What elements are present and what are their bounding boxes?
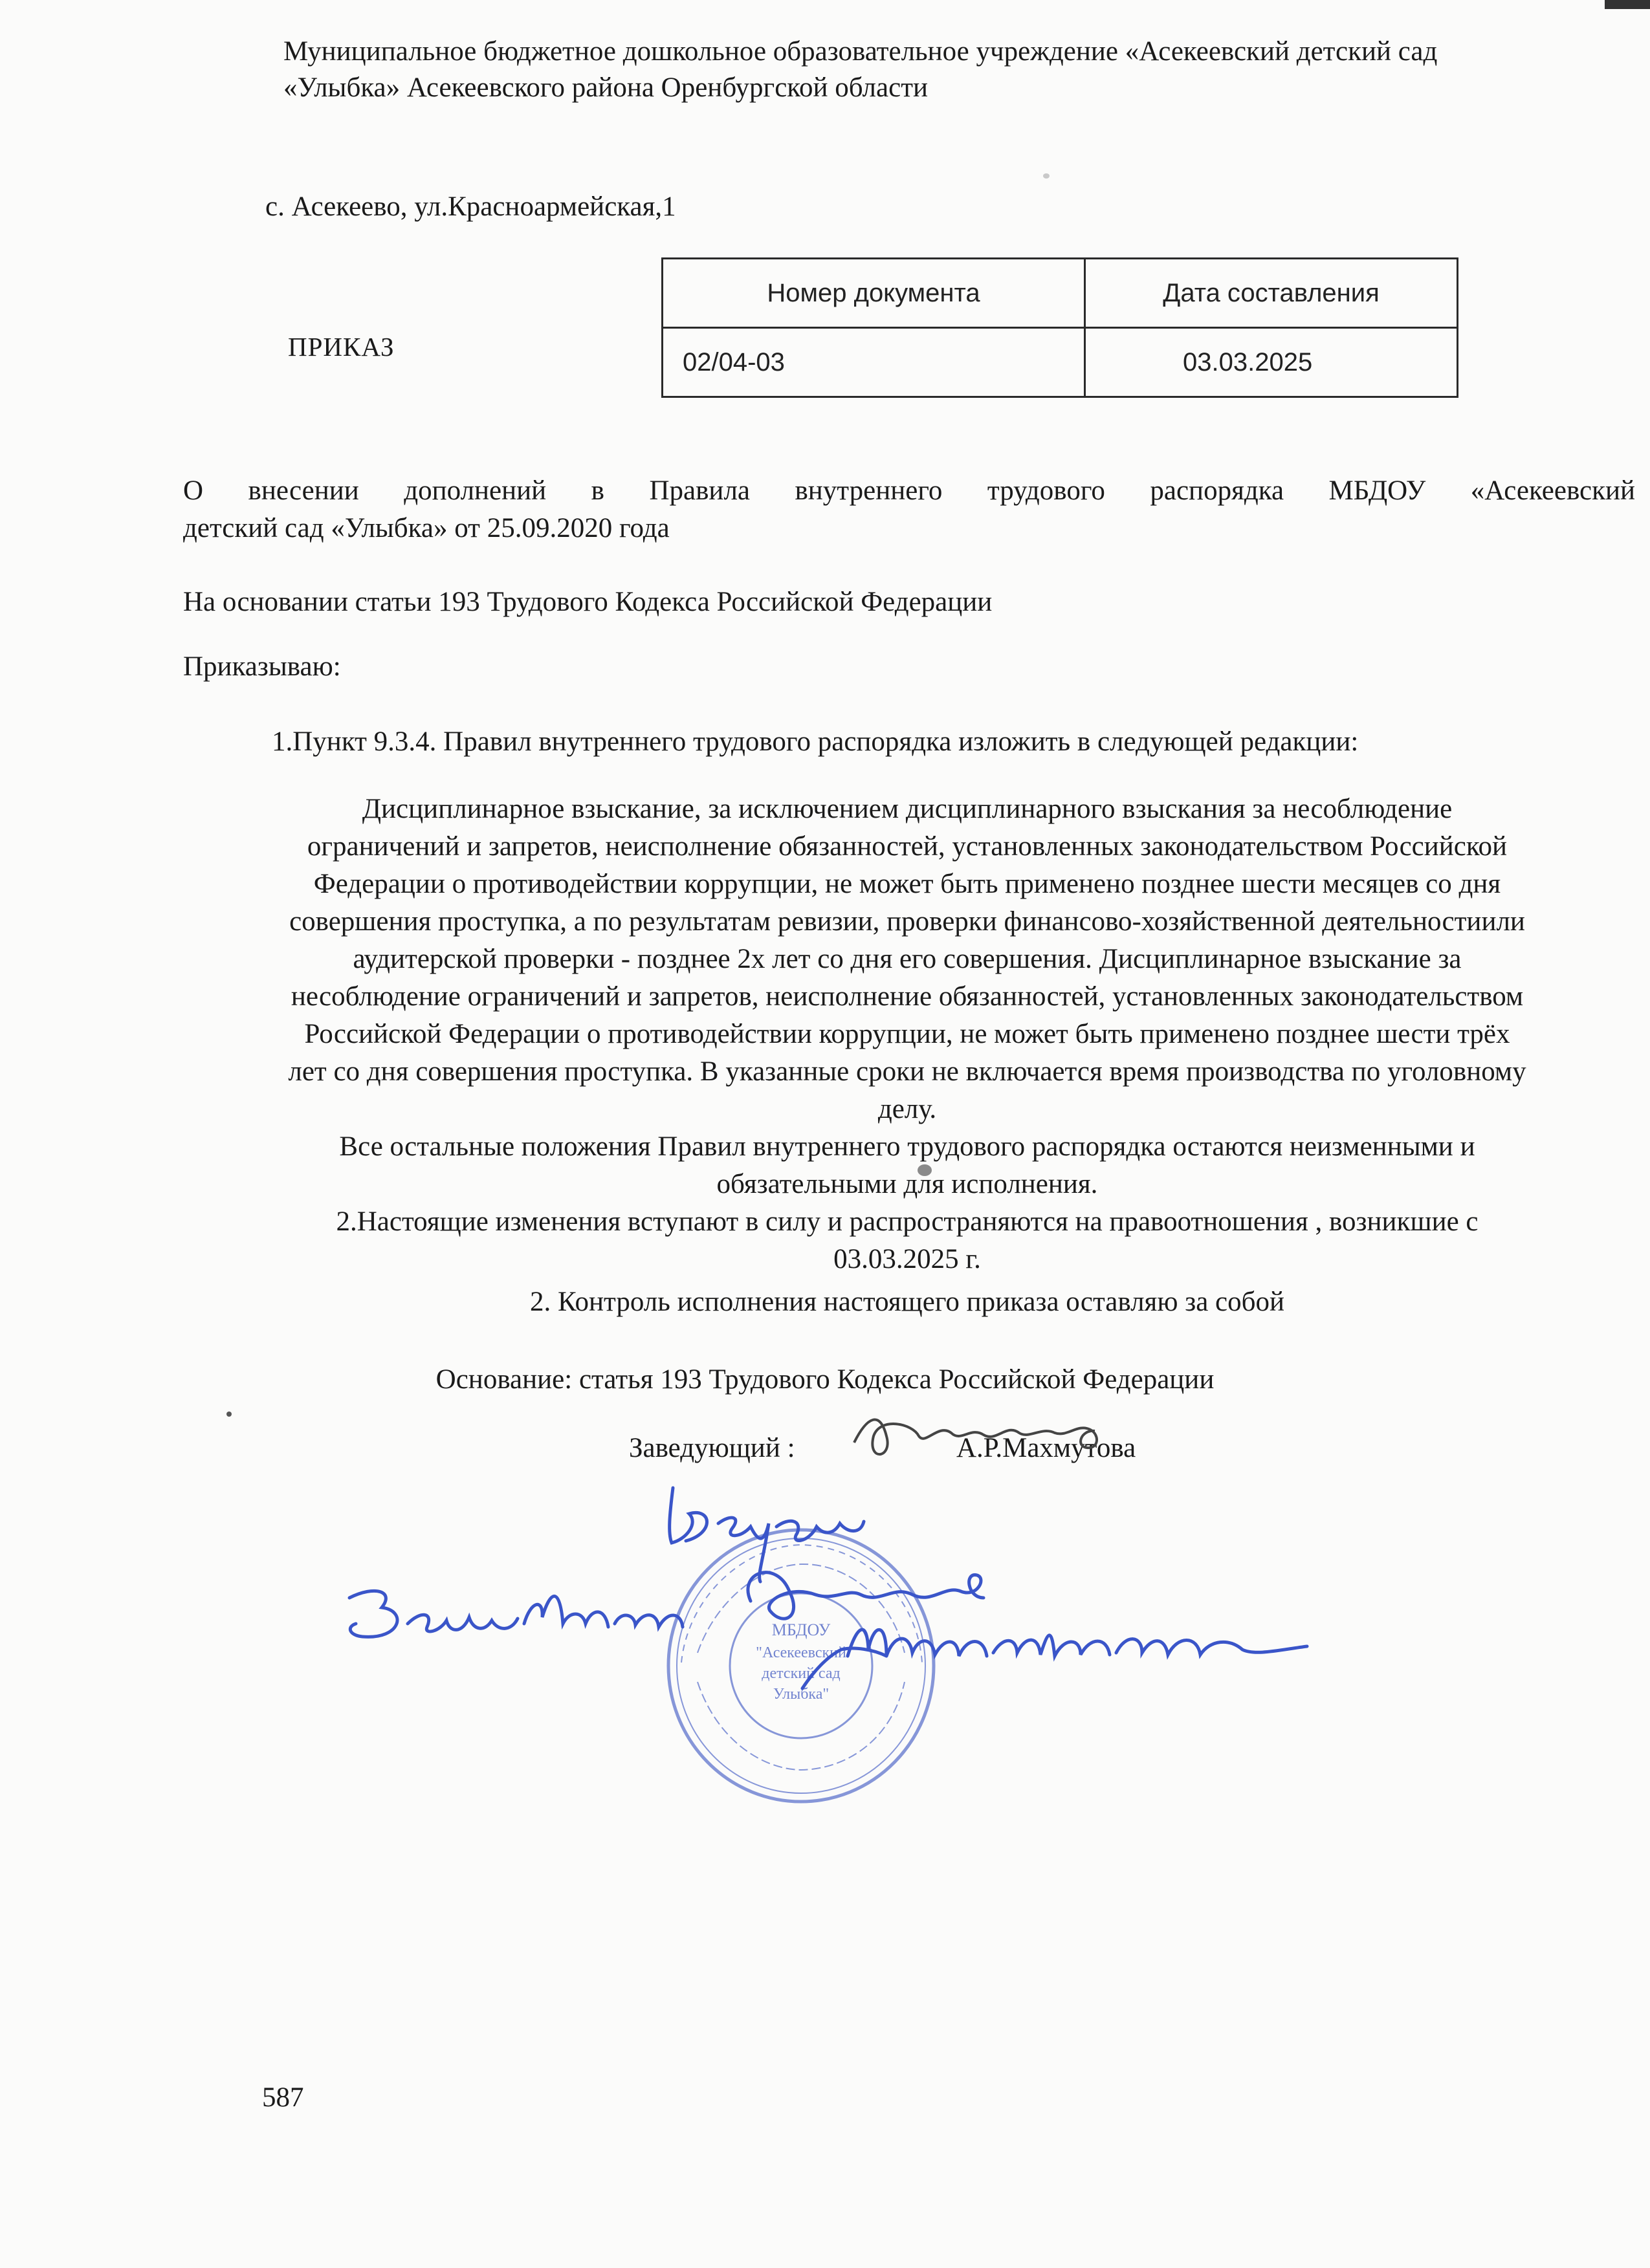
number-value-cell: 02/04-03 (663, 328, 1085, 397)
head-name: А.Р.Махмутова (956, 1433, 1136, 1463)
head-label: Заведующий : (629, 1433, 795, 1463)
stamp-line-1: МБДОУ (771, 1620, 831, 1639)
date-label-cell: Дата составления (1085, 259, 1458, 328)
order-word: Приказываю: (183, 651, 341, 682)
org-line-2: «Улыбка» Асекеевского района Оренбургской области (283, 72, 928, 103)
scan-edge-mark (1605, 0, 1650, 9)
handwritten-certification (336, 1462, 1398, 1734)
address: с. Асекеево, ул.Красноармейская,1 (265, 191, 676, 222)
document-type: ПРИКАЗ (288, 332, 395, 362)
wording-line: совершения проступка, а по результатам ревизии, проверки финансово-хозяйственной деятельностиили (289, 906, 1525, 937)
wording-line: 2.Настоящие изменения вступают в силу и распространяются на правоотношения , возникшие с (336, 1206, 1479, 1237)
head-signature (841, 1397, 1113, 1468)
organization-header (283, 34, 1603, 106)
wording-line: Дисциплинарное взыскание, за исключением дисциплинарного взыскания за несоблюдение (362, 794, 1453, 824)
wording-line: обязательными для исполнения. (716, 1169, 1098, 1199)
new-wording-block (181, 791, 1633, 1321)
document-details-table (661, 257, 1458, 398)
legal-basis: На основании статьи 193 Трудового Кодекса Российской Федерации (183, 587, 993, 617)
order-subject-line-2: детский сад «Улыбка» от 25.09.2020 года (183, 513, 670, 543)
org-line-1: Муниципальное бюджетное дошкольное образовательное учреждение «Асекеевский детский сад (283, 36, 1438, 67)
date-value-cell: 03.03.2025 (1085, 328, 1458, 397)
wording-line: Российской Федерации о противодействии коррупции, не может быть применено позднее шести трёх (304, 1019, 1510, 1049)
wording-line: делу. (877, 1094, 937, 1124)
page-number: 587 (262, 2082, 304, 2113)
wording-line: лет со дня совершения проступка. В указанные сроки не включается время производства по уголовному (288, 1056, 1526, 1087)
wording-line: Федерации о противодействии коррупции, не может быть применено позднее шести месяцев со дня (313, 869, 1501, 899)
wording-line: 2. Контроль исполнения настоящего приказа оставляю за собой (529, 1287, 1285, 1317)
wording-line: Все остальные положения Правил внутреннего трудового распорядка остаются неизменными и (339, 1131, 1475, 1162)
scan-smudge (1043, 173, 1050, 179)
wording-line: аудитерской проверки - позднее 2х лет со дня его совершения. Дисциплинарное взыскание за (353, 944, 1462, 974)
scan-smudge (226, 1412, 232, 1417)
stamp-line-4: Улыбка" (773, 1686, 830, 1703)
point-1: 1.Пункт 9.3.4. Правил внутреннего трудового распорядка изложить в следующей редакции: (272, 726, 1359, 757)
stamp-line-3: детский сад (762, 1665, 841, 1682)
order-subject-line-1: О внесении дополнений в Правила внутреннего трудового распорядка МБДОУ «Асекеевский (183, 475, 1635, 506)
foundation-line: Основание: статья 193 Трудового Кодекса Российской Федерации (435, 1364, 1215, 1395)
stamp-line-2: "Асекеевский (756, 1644, 846, 1661)
wording-line: 03.03.2025 г. (833, 1244, 981, 1274)
number-label-cell: Номер документа (663, 259, 1085, 328)
wording-line: несоблюдение ограничений и запретов, неисполнение обязанностей, установленных законодательством (291, 981, 1524, 1012)
wording-line: ограничений и запретов, неисполнение обязанностей, установленных законодательством Российской (307, 831, 1508, 862)
